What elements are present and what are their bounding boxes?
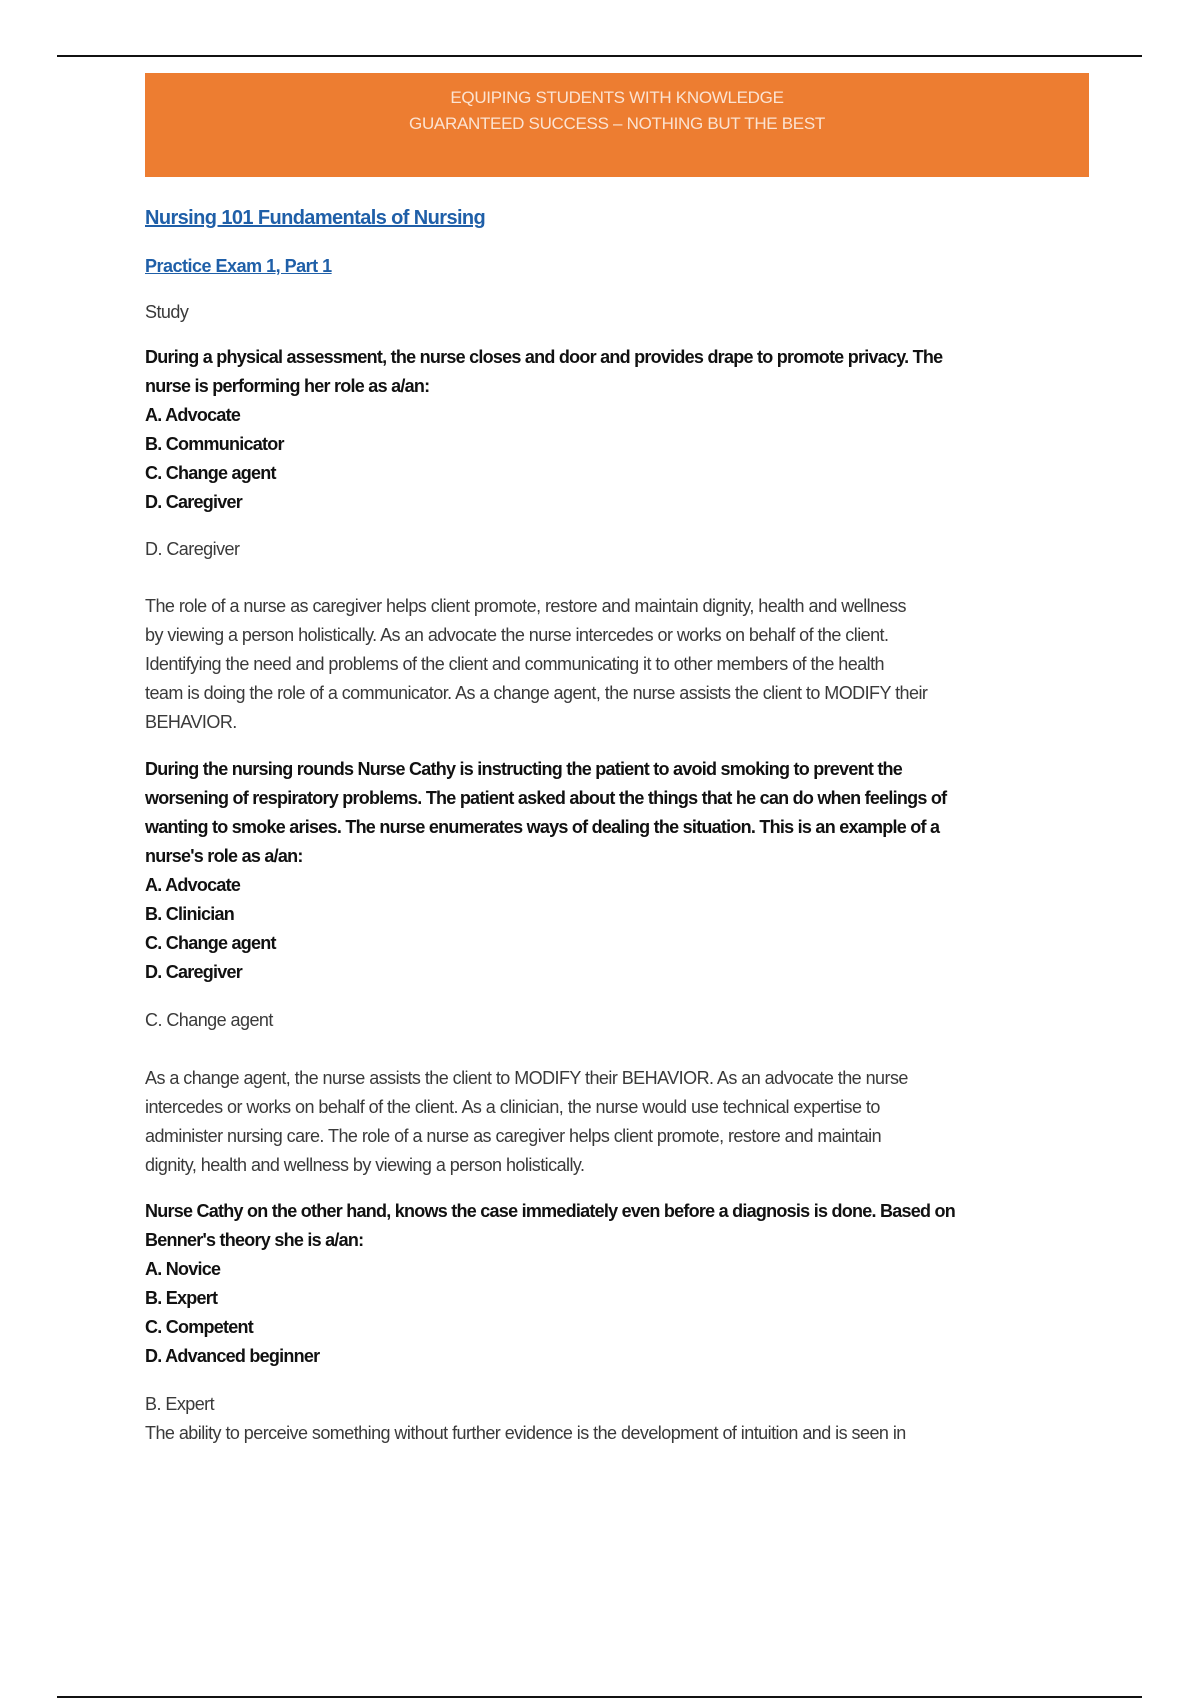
option-b: B. Communicator (145, 434, 284, 454)
answer-1 (145, 535, 1095, 564)
intro-block (145, 298, 1095, 327)
intro-text: Study (145, 302, 189, 322)
option-d: D. Caregiver (145, 492, 243, 512)
question-text: Nurse Cathy on the other hand, knows the case immediately even before a diagnosis is done. Based on (145, 1201, 955, 1221)
answer-text: C. Change agent (145, 1010, 273, 1030)
document-title-block (145, 204, 1095, 233)
option-a: A. Advocate (145, 875, 241, 895)
answer-text: B. Expert (145, 1394, 215, 1414)
option-c: C. Change agent (145, 463, 276, 483)
question-text: Benner's theory she is a/an: (145, 1230, 364, 1250)
top-rule (57, 55, 1142, 57)
question-text: wanting to smoke arises. The nurse enumerates ways of dealing the situation. This is an example of a (145, 817, 940, 837)
explanation-line: Identifying the need and problems of the client and communicating it to other members of the health (145, 654, 885, 674)
document-subtitle[interactable]: Practice Exam 1, Part 1 (145, 256, 332, 276)
explanation-line: intercedes or works on behalf of the client. As a clinician, the nurse would use technical expertise to (145, 1097, 880, 1117)
explanation-1 (145, 592, 1095, 737)
explanation-line: As a change agent, the nurse assists the client to MODIFY their BEHAVIOR. As an advocate the nurse (145, 1068, 908, 1088)
option-c: C. Change agent (145, 933, 276, 953)
document-subtitle-block (145, 252, 1095, 281)
question-text: During the nursing rounds Nurse Cathy is instructing the patient to avoid smoking to prevent the (145, 759, 903, 779)
option-d: D. Caregiver (145, 962, 243, 982)
question-text: nurse's role as a/an: (145, 846, 303, 866)
option-a: A. Novice (145, 1259, 221, 1279)
explanation-line: The role of a nurse as caregiver helps client promote, restore and maintain dignity, health and wellness (145, 596, 906, 616)
explanation-line: dignity, health and wellness by viewing a person holistically. (145, 1155, 585, 1175)
explanation-line: by viewing a person holistically. As an advocate the nurse intercedes or works on behalf of the client. (145, 625, 889, 645)
answer-text: D. Caregiver (145, 539, 240, 559)
option-b: B. Clinician (145, 904, 235, 924)
bottom-rule (57, 1696, 1142, 1698)
explanation-2 (145, 1064, 1095, 1180)
option-c: C. Competent (145, 1317, 253, 1337)
question-1 (145, 343, 1095, 517)
answer-3 (145, 1390, 1095, 1448)
explanation-line: BEHAVIOR. (145, 712, 237, 732)
option-a: A. Advocate (145, 405, 241, 425)
header-banner (145, 73, 1089, 177)
question-text: worsening of respiratory problems. The patient asked about the things that he can do when feelings of (145, 788, 947, 808)
document-title[interactable]: Nursing 101 Fundamentals of Nursing (145, 207, 486, 229)
explanation-line: administer nursing care. The role of a nurse as caregiver helps client promote, restore and maintain (145, 1126, 882, 1146)
explanation-line: team is doing the role of a communicator. As a change agent, the nurse assists the client to MODIFY their (145, 683, 928, 703)
question-3 (145, 1197, 1095, 1371)
banner-line-2: GUARANTEED SUCCESS – NOTHING BUT THE BEST (409, 114, 825, 133)
question-text: During a physical assessment, the nurse closes and door and provides drape to promote privacy. The (145, 347, 943, 367)
answer-2 (145, 1006, 1095, 1035)
option-b: B. Expert (145, 1288, 218, 1308)
explanation-line: The ability to perceive something without further evidence is the development of intuition and is seen in (145, 1423, 906, 1443)
question-2 (145, 755, 1095, 987)
question-text: nurse is performing her role as a/an: (145, 376, 430, 396)
option-d: D. Advanced beginner (145, 1346, 320, 1366)
banner-line-1: EQUIPING STUDENTS WITH KNOWLEDGE (450, 88, 784, 107)
